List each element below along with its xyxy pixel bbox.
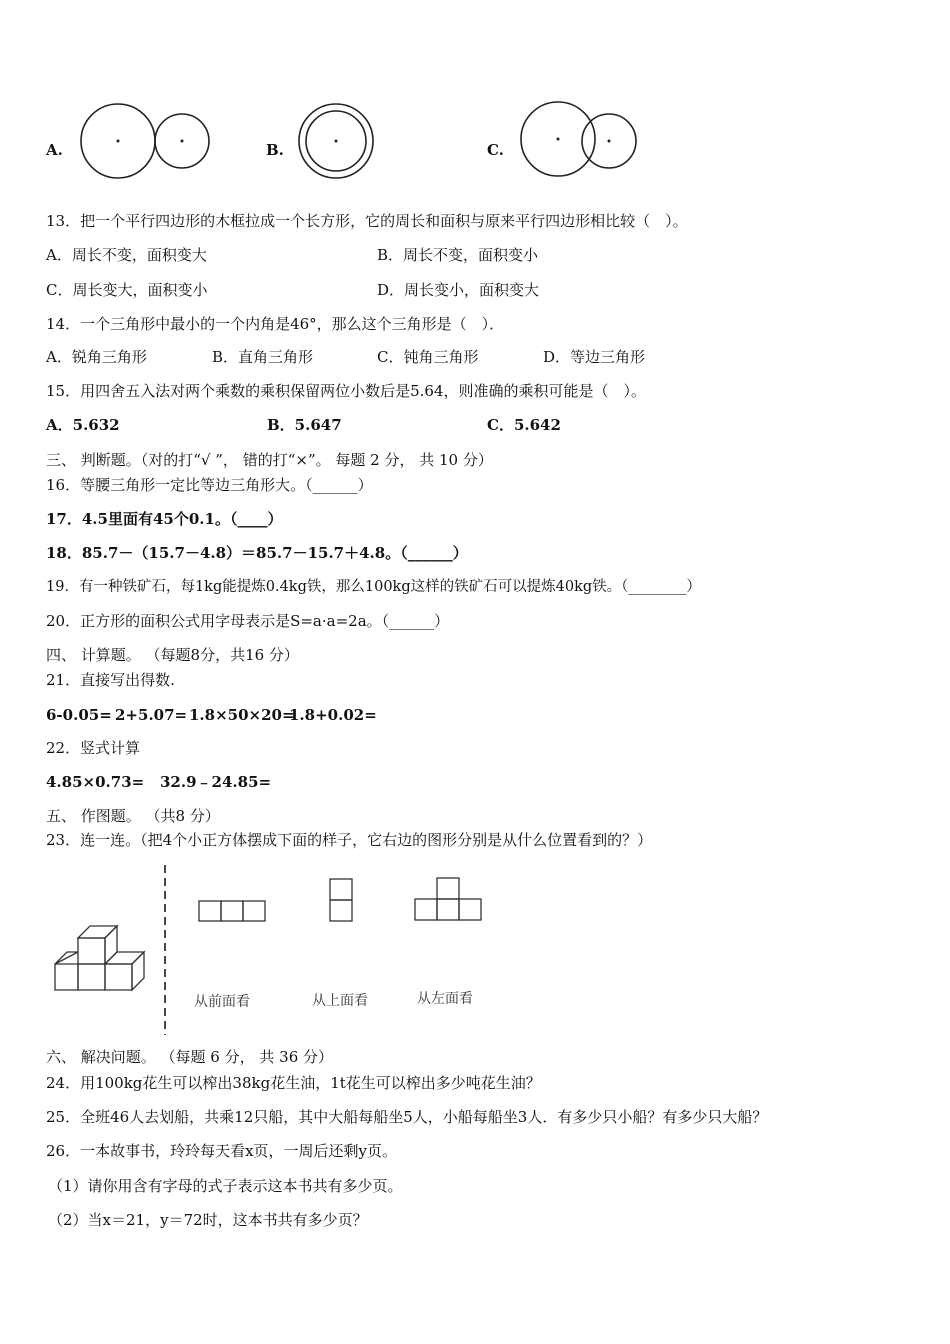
q14-option-a: A．锐角三角形 (46, 348, 147, 366)
caption-left: 从左面看 (417, 991, 473, 1007)
q13-option-c: C．周长变大，面积变小 (46, 281, 208, 299)
q13-option-d: D．周长变小，面积变大 (377, 281, 540, 299)
q14-option-b: B．直角三角形 (212, 348, 314, 366)
center-dot (557, 138, 560, 141)
q13-option-a: A．周长不变，面积变大 (46, 246, 207, 264)
q17: 17．4.5里面有45个0.1。（____） (46, 510, 283, 528)
q21-item: 2+5.07= (115, 706, 188, 724)
q14-option-c: C．钝角三角形 (377, 348, 479, 366)
q18: 18．85.7－（15.7－4.8）＝85.7－15.7＋4.8。（______） (46, 544, 468, 562)
section-5-heading: 五、 作图题。 （共8 分） (46, 807, 220, 825)
q26: 26．一本故事书，玲玲每天看x页，一周后还剩y页。 (46, 1142, 398, 1160)
q13-stem: 13．把一个平行四边形的木框拉成一个长方形，它的周长和面积与原来平行四边形相比较（ ）。 (46, 212, 688, 230)
front-view-figure (196, 898, 268, 924)
center-dot (335, 140, 338, 143)
divider-dashed-line (160, 865, 170, 1040)
q26-part-2: （2）当x＝21，y＝72时，这本书共有多少页？ (48, 1211, 368, 1229)
section-3-heading: 三、 判断题。（对的打“√ ”， 错的打“×”。 每题 2 分， 共 10 分） (46, 451, 493, 469)
center-dot (608, 140, 611, 143)
q12-option-a-label: A. (46, 141, 63, 159)
q22: 22．竖式计算 (46, 739, 141, 757)
section-6-heading: 六、 解决问题。 （每题 6 分， 共 36 分） (46, 1048, 334, 1066)
q12-option-b-figure (295, 100, 377, 182)
cube-stack-figure (50, 918, 150, 993)
center-dot (117, 140, 120, 143)
q22-item: 4.85×0.73= (46, 773, 145, 791)
q14-stem: 14．一个三角形中最小的一个内角是46°，那么这个三角形是（ ）． (46, 315, 505, 333)
top-view-figure (327, 876, 355, 924)
left-view-figure (412, 875, 484, 923)
q12-option-b-label: B. (266, 141, 284, 159)
q21-item: 6-0.05= (46, 706, 112, 724)
q21-item: 1.8+0.02= (289, 706, 377, 724)
q19: 19．有一种铁矿石，每1kg能提炼0.4kg铁，那么100kg这样的铁矿石可以提炼40kg铁。（________） (46, 579, 701, 595)
q13-option-b: B．周长不变，面积变小 (377, 246, 539, 264)
q25: 25．全班46人去划船，共乘12只船，其中大船每船坐5人，小船每船坐3人．有多少只小船？有多少只大船？ (46, 1108, 768, 1126)
caption-top: 从上面看 (312, 993, 368, 1009)
q15-option-a: A．5.632 (46, 416, 120, 434)
q12-option-a-figure (78, 100, 213, 182)
caption-front: 从前面看 (194, 994, 250, 1010)
q22-item: 32.9﹣24.85= (160, 773, 272, 791)
q23: 23．连一连。（把4个小正方体摆成下面的样子，它右边的图形分别是从什么位置看到的？） (46, 831, 653, 849)
q16: 16．等腰三角形一定比等边三角形大。（______） (46, 476, 373, 494)
q26-part-1: （1）请你用含有字母的式子表示这本书共有多少页。 (48, 1177, 403, 1195)
q15-stem: 15．用四舍五入法对两个乘数的乘积保留两位小数后是5.64，则准确的乘积可能是（ ）。 (46, 382, 646, 400)
q20: 20．正方形的面积公式用字母表示是S=a·a=2a。（______） (46, 612, 450, 630)
q15-option-c: C．5.642 (487, 416, 561, 434)
q12-option-c-label: C. (487, 141, 504, 159)
q14-option-d: D．等边三角形 (543, 348, 646, 366)
q21: 21．直接写出得数. (46, 671, 175, 689)
q21-item: 1.8×50×20= (189, 706, 295, 724)
q15-option-b: B．5.647 (267, 416, 342, 434)
q24: 24．用100kg花生可以榨出38kg花生油，1t花生可以榨出多少吨花生油？ (46, 1074, 541, 1092)
section-4-heading: 四、 计算题。 （每题8分，共16 分） (46, 646, 299, 664)
q12-option-c-figure (516, 100, 641, 182)
center-dot (181, 140, 184, 143)
